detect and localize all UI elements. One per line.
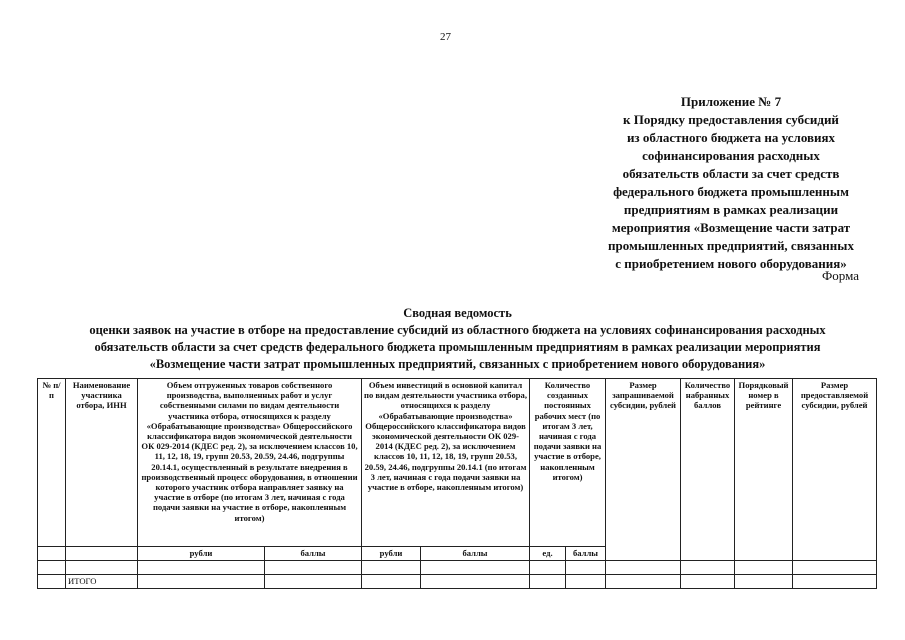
table-header-row xyxy=(38,379,877,547)
header-granted-subsidy: Размер предоставляемой субсидии, рублей xyxy=(793,379,877,561)
table-cell xyxy=(362,561,421,575)
table-cell xyxy=(138,561,265,575)
units-empty-cell xyxy=(66,547,138,561)
appendix-heading xyxy=(586,93,876,273)
unit-jobs-points: баллы xyxy=(566,547,606,561)
total-label: ИТОГО xyxy=(66,575,138,589)
table-cell xyxy=(566,575,606,589)
table-cell xyxy=(735,575,793,589)
title-line: обязательств области за счет средств федерального бюджета промышленным предприятиям в рамках реализации мероприятия xyxy=(94,340,821,354)
document-title xyxy=(40,305,875,373)
table-cell xyxy=(606,561,681,575)
header-rank: Порядковый номер в рейтинге xyxy=(735,379,793,561)
table-cell xyxy=(606,575,681,589)
appendix-line: к Порядку предоставления субсидий xyxy=(623,112,839,127)
title-line: «Возмещение части затрат промышленных предприятий, связанных с приобретением нового оборудования» xyxy=(149,357,766,371)
table-cell xyxy=(530,575,566,589)
table-cell xyxy=(735,561,793,575)
unit-invest-points: баллы xyxy=(421,547,530,561)
header-jobs: Количество созданных постоянных рабочих мест (по итогам 3 лет, начиная с года подачи заявки на участие в отборе, накопленным итогом) xyxy=(530,379,606,547)
table-cell xyxy=(38,561,66,575)
units-empty-cell xyxy=(38,547,66,561)
appendix-line: предприятиям в рамках реализации xyxy=(623,202,839,217)
table-cell xyxy=(265,575,362,589)
header-name: Наименование участника отбора, ИНН xyxy=(66,379,138,547)
table-cell xyxy=(38,575,66,589)
appendix-line: промышленных предприятий, связанных xyxy=(608,238,854,253)
table-cell xyxy=(530,561,566,575)
total-row xyxy=(38,575,877,589)
appendix-line: обязательств области за счет средств xyxy=(622,166,840,181)
table-cell xyxy=(566,561,606,575)
table-cell xyxy=(66,561,138,575)
table-cell xyxy=(421,561,530,575)
form-label: Форма xyxy=(822,268,859,283)
appendix-line: мероприятия «Возмещение части затрат xyxy=(611,220,851,235)
header-requested-subsidy: Размер запрашиваемой субсидии, рублей xyxy=(606,379,681,561)
appendix-line: с приобретением нового оборудования» xyxy=(615,256,847,271)
table-cell xyxy=(421,575,530,589)
header-volume: Объем отгруженных товаров собственного производства, выполненных работ и услуг собственными силами по видам деятельности участника отбора, относящихся к разделу «Обрабатывающие производства» Общероссийского классификатора видов экономической деятельности ОК 029-2014 (КДЕС ред. 2), за исключением классов 10, 11, 12, 18, 19, групп 20.53, 20.59, 24.46, подгруппы 20.14.1, осуществленный в результате внедрения в производственный процесс оборудования, в отношении которого участник отбора направляет заявку на участие в отборе (по итогам 3 лет, начиная с года подачи заявки на участие в отборе, накопленным итогом) xyxy=(138,379,362,547)
unit-volume-points: баллы xyxy=(265,547,362,561)
page-number: 27 xyxy=(440,31,451,43)
header-num: № п/п xyxy=(38,379,66,547)
unit-jobs-units: ед. xyxy=(530,547,566,561)
table-cell xyxy=(362,575,421,589)
unit-invest-rub: рубли xyxy=(362,547,421,561)
header-investment: Объем инвестиций в основной капитал по видам деятельности участника отбора, относящихся к разделу «Обрабатывающие производства» Общероссийского классификатора видов экономической деятельности ОК 029-2014 (КДЕС ред. 2), за исключением классов 10, 11, 12, 18, 19, групп 20.53, 20.59, 24.46, подгруппы 20.14.1 (по итогам 3 лет, начиная с года подачи заявки на участие в отборе, накопленным итогом) xyxy=(362,379,530,547)
appendix-line: софинансирования расходных xyxy=(642,148,820,163)
table-cell xyxy=(793,561,877,575)
appendix-line: из областного бюджета на условиях xyxy=(626,130,836,145)
summary-table xyxy=(37,378,877,589)
table-cell xyxy=(793,575,877,589)
header-points-total: Количество набранных баллов xyxy=(681,379,735,561)
title-line: Сводная ведомость xyxy=(403,306,512,320)
appendix-line: Приложение № 7 xyxy=(680,94,782,109)
table-cell xyxy=(681,561,735,575)
unit-volume-rub: рубли xyxy=(138,547,265,561)
appendix-line: федерального бюджета промышленным xyxy=(613,184,849,199)
title-line: оценки заявок на участие в отборе на предоставление субсидий из областного бюджета на условиях софинансирования расходных xyxy=(89,323,826,337)
table-cell xyxy=(265,561,362,575)
table-row xyxy=(38,561,877,575)
table-cell xyxy=(138,575,265,589)
table-cell xyxy=(681,575,735,589)
